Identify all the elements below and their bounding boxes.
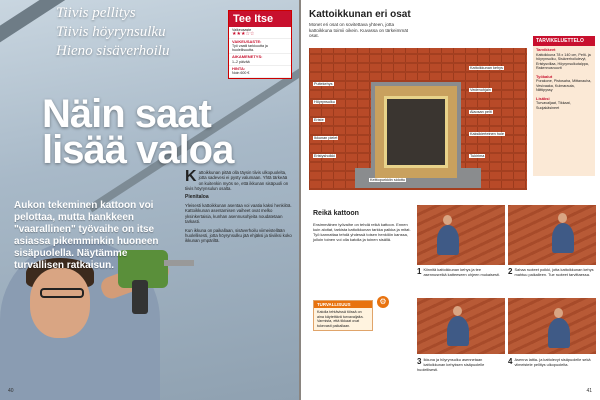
step-text: Ikkuna ja höyrynsulku asennetaan kattoikkunan kehyksen sisäpuolelle huolellisesti. <box>417 357 485 372</box>
sidebar-section-title: Tarvikkeet <box>536 47 556 52</box>
diagram-label: Kaksikierteinen hole <box>470 132 504 136</box>
tee-item-value: 1–2 päivää <box>232 59 250 64</box>
tee-itse-title: Tee Itse <box>229 11 291 27</box>
sidebar-section <box>533 46 595 73</box>
step-number: 1 <box>417 267 422 276</box>
worker-icon <box>437 225 459 255</box>
sidebar-section-text: Porakone, Pistosaha, Mittanauha, Vesivaaka, Kulmarauta, Niittipyssy <box>536 79 592 92</box>
step-photo-3 <box>417 298 505 354</box>
tee-item-key: HINTA: <box>232 66 246 72</box>
tee-itse-panel <box>228 10 292 79</box>
diagram-subtitle: Monet eri osat on sovitettava yhteen, jotta kattoikkuna toimii oikein. Kuvassa on tärkeimmät osat. <box>309 22 409 39</box>
step-text: Asenna lattia- ja kattolevyt sisäpuolelle sekä viimeistele pellitys ulkopuolelta. <box>514 357 591 367</box>
section-text: Ensimmäinen työvaihe on tehdä reikä kattoon. Ennen kuin aloitat, tarkista kattoikkunan tarkka paikka ja mitat. Työ kannattaa tehdä yhdessä toisen henkilön kanssa, jolloin toinen voi olla katolla ja toinen sisällä. <box>313 222 411 242</box>
body-paragraph-2: Yleisesti kattoikkunan asentaa voi vaatia kaksi henkilöä. Kattoikkunan asentamisen vaiheet ovat melko yksinkertaisia, kunhan asennusohjeita noudatetaan tarkasti. <box>185 203 292 225</box>
diagram-label: Eriste <box>314 118 324 122</box>
diagram-label: Puitekehys <box>314 82 333 86</box>
worker-head-icon <box>443 215 452 225</box>
sidebar-section-title: Lisäksi <box>536 95 550 101</box>
sidebar-section-text: Kattoikkuna 78 x 140 cm, Pelti- ja höyrynsulku, Sisäverhoilulevyt, Eristysvillaa, Höyrynsulkutalppa, Rakennusruuvit <box>536 52 591 70</box>
tee-item-value: Noin 600 € <box>232 71 250 76</box>
article-body <box>185 170 293 247</box>
diagram-label: Vedenohjain <box>470 88 491 92</box>
headline: Näin saat lisää valoa <box>42 92 234 172</box>
worker-head-icon <box>554 308 563 318</box>
tagline-line-1: Tiivis pellitys <box>56 5 136 21</box>
worker-face <box>30 268 90 338</box>
materials-sidebar <box>533 36 595 176</box>
diagram-label: Eristysholkki <box>314 154 336 158</box>
step-text: Kiinnitä kattoikkunan kehys ja tee asennusreikä katteeseen ohjeen mukaisesti. <box>423 267 501 277</box>
safety-title: TURVALLISUUS <box>314 301 372 308</box>
body-text: attoikkunan pitää olla täysin tiivis ulkopuolelta, jotta sadevesi ei pysty valumaan. Yhtä tärkeää on kuitenkin myös se, että ikkunan sisäpuoli on tiivis höyrynsulun osalta. <box>185 170 289 192</box>
sidebar-section-title: Työkalut <box>536 73 553 79</box>
worker-icon <box>548 318 570 348</box>
sidebar-title: TARVIKELUETTELO <box>533 36 595 46</box>
page-number-right: 41 <box>586 388 592 394</box>
diagram-label: Alaosan pelti <box>470 110 492 114</box>
window-frame <box>371 82 461 182</box>
diagram-label: Kattoikkunan kehys <box>470 66 503 70</box>
worker-glasses <box>40 288 84 298</box>
section-title: Reikä kattoon <box>313 210 359 217</box>
step-4 <box>508 358 596 368</box>
rating-stars: ★★★☆☆ <box>232 31 255 38</box>
step-number: 3 <box>417 357 422 366</box>
step-3 <box>417 358 505 372</box>
sidebar-section <box>533 95 595 113</box>
lead-paragraph: Aukon tekeminen kattoon voi pelottaa, mutta hankkeen "vaarallinen" työvaihe on itse asiassa pikemminkin huoneen sisäpuolella. Näytämme turvallisen ratkaisun. <box>14 200 159 271</box>
step-photo-4 <box>508 298 596 354</box>
step-photo-2 <box>508 205 596 265</box>
roof-diagram <box>309 48 527 190</box>
tee-itse-item <box>229 54 291 66</box>
tee-item-key: VAIKEUSASTE: <box>232 38 262 44</box>
step-text: Sahaa ruoteet poikki, jotta kattoikkunan kehys mahtuu paikalleen. Tue ruoteet tarvittaessa. <box>514 267 594 277</box>
body-paragraph-3: Kun ikkuna on paikallaan, sisäverhoilu viimeistellään huolellisesti, jotta höyrynsulku jää ehjäksi ja tiiviiksi koko ikkunan ympäriltä. <box>185 227 292 244</box>
tee-item-key: AIKAMENETYS: <box>232 54 263 60</box>
diagram-label: Tukirima <box>470 154 485 158</box>
step-number: 2 <box>508 267 513 276</box>
tagline <box>56 4 169 61</box>
diagram-label: Keittopurkkiin sidottu <box>370 178 406 182</box>
warning-icon: ⚙ <box>377 296 389 308</box>
body-subheading: Pienitaloa <box>185 193 209 200</box>
step-number: 4 <box>508 357 513 366</box>
tagline-line-2: Tiivis höyrynsulku <box>56 24 166 40</box>
step-1 <box>417 268 505 278</box>
worker-icon <box>447 316 469 346</box>
window-opening <box>384 96 448 168</box>
worker-head-icon <box>453 306 462 316</box>
tee-itse-item <box>229 66 291 78</box>
worker-icon <box>552 223 574 253</box>
diagram-label: Ikkunan pielet <box>314 136 338 140</box>
step-photo-1 <box>417 205 505 265</box>
rating-label: Vaikeusaste <box>232 28 252 32</box>
safety-box <box>313 300 373 331</box>
step-2 <box>508 268 596 278</box>
sidebar-section <box>533 73 595 95</box>
tee-itse-rating <box>229 27 291 39</box>
tee-itse-item <box>229 39 291 55</box>
diagram-label: Höyrynsulku <box>314 100 335 104</box>
tee-item-value: Työ vaatii tarkkuutta ja huolellisuutta. <box>232 43 268 53</box>
page-number-left: 40 <box>8 388 14 394</box>
dropcap: K <box>185 168 197 185</box>
worker-head-icon <box>558 213 567 223</box>
safety-text: Katolla tehtävissä töissä on aina käytettävä turvavaljaita. Varmista, että tikkaat ovat tukevasti paikallaan. <box>317 310 364 328</box>
tagline-line-3: Hieno sisäverhoilu <box>56 43 170 59</box>
body-paragraph-1 <box>185 170 293 192</box>
right-page <box>301 0 600 400</box>
sidebar-section-text: Turvavaljaat, Tikkaat, Suojakäsineet <box>536 101 571 110</box>
diagram-title: Kattoikkunan eri osat <box>309 9 411 20</box>
left-page <box>0 0 299 400</box>
